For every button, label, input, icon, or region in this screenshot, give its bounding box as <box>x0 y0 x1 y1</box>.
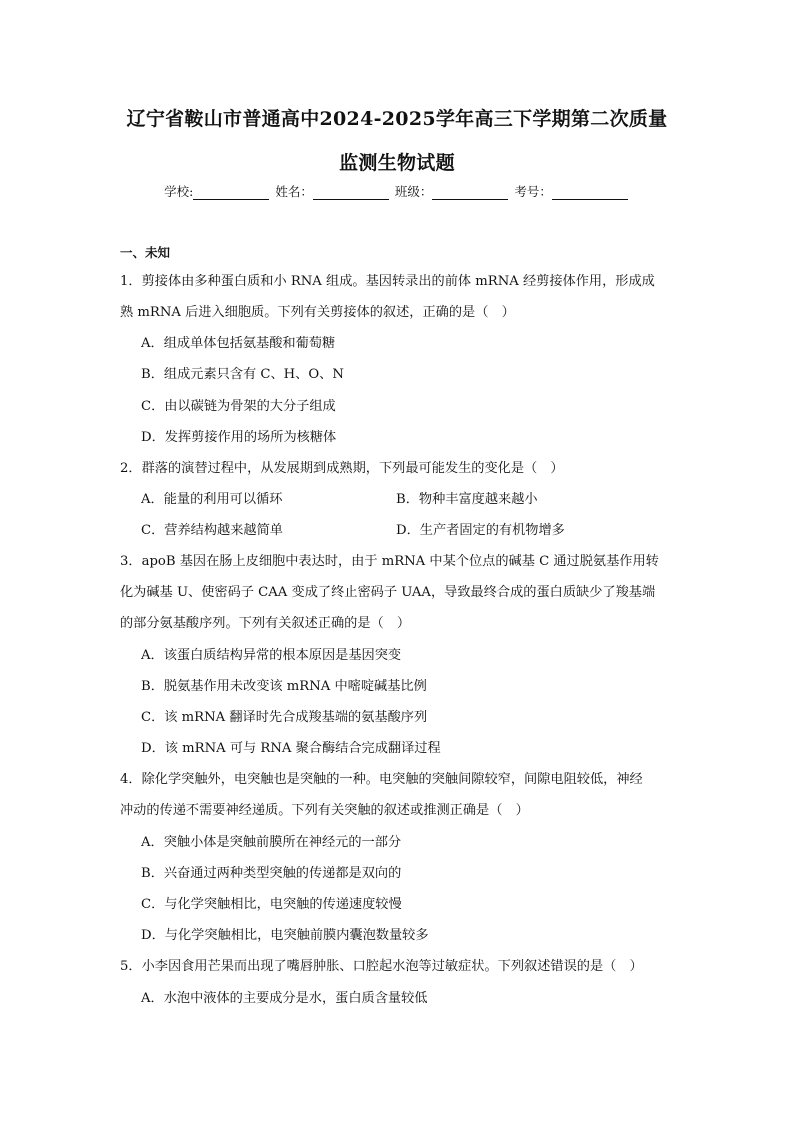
question-2-option-a: A．能量的利用可以循环 <box>141 492 283 507</box>
question-2-option-b: B．物种丰富度越来越小 <box>396 492 538 507</box>
exam-number-blank <box>552 186 628 200</box>
section-heading: 一、未知 <box>120 245 171 260</box>
question-2-option-d: D．生产者固定的有机物增多 <box>396 523 565 538</box>
exam-number-label: 考号： <box>514 184 552 199</box>
question-5-stem-line-1: 5．小李因食用芒果而出现了嘴唇肿胀、口腔起水泡等过敏症状。下列叙述错误的是（ ） <box>120 959 643 974</box>
student-info-row <box>0 182 794 200</box>
page-subtitle: 监测生物试题 <box>339 152 455 174</box>
class-blank <box>432 186 508 200</box>
exam-number-field <box>514 182 630 200</box>
question-4-option-c: C．与化学突触相比，电突触的传递速度较慢 <box>141 897 402 912</box>
question-4-option-d: D．与化学突触相比，电突触前膜内囊泡数量较多 <box>141 928 429 943</box>
name-label: 姓名： <box>275 184 313 199</box>
name-blank <box>313 186 389 200</box>
question-3-stem-line-2: 化为碱基 U、使密码子 CAA 变成了终止密码子 UAA，导致最终合成的蛋白质缺少了羧基端 <box>120 585 656 600</box>
question-4-option-a: A．突触小体是突触前膜所在神经元的一部分 <box>141 835 402 850</box>
question-1-option-d: D．发挥剪接作用的场所为核糖体 <box>141 430 337 445</box>
question-3-option-d: D．该 mRNA 可与 RNA 聚合酶结合完成翻译过程 <box>141 741 441 756</box>
page-title: 辽宁省鞍山市普通高中2024-2025学年高三下学期第二次质量 <box>126 108 668 130</box>
question-2-stem-line-1: 2．群落的演替过程中，从发展期到成熟期，下列最可能发生的变化是（ ） <box>120 461 564 476</box>
question-1-option-b: B．组成元素只含有 C、H、O、N <box>141 367 344 382</box>
question-3-option-a: A．该蛋白质结构异常的根本原因是基因突变 <box>141 648 402 663</box>
question-2-option-c: C．营养结构越来越简单 <box>141 523 283 538</box>
question-3-stem-line-1: 3．apoB 基因在肠上皮细胞中表达时，由于 mRNA 中某个位点的碱基 C 通过脱氨基作用转 <box>120 554 659 569</box>
question-4-option-b: B．兴奋通过两种类型突触的传递都是双向的 <box>141 866 402 881</box>
question-5-option-a: A．水泡中液体的主要成分是水，蛋白质含量较低 <box>141 991 428 1006</box>
school-field <box>164 182 271 200</box>
school-label: 学校: <box>164 184 194 199</box>
question-4-stem-line-1: 4．除化学突触外，电突触也是突触的一种。电突触的突触间隙较窄，间隙电阻较低，神经 <box>120 772 643 787</box>
question-1-stem-line-1: 1．剪接体由多种蛋白质和小 RNA 组成。基因转录出的前体 mRNA 经剪接体作用，形成成 <box>120 274 655 289</box>
class-field <box>395 182 511 200</box>
question-3-option-c: C．该 mRNA 翻译时先合成羧基端的氨基酸序列 <box>141 710 428 725</box>
class-label: 班级： <box>394 184 433 199</box>
question-3-stem-line-3: 的部分氨基酸序列。下列有关叙述正确的是（ ） <box>120 616 411 631</box>
name-field <box>275 182 391 200</box>
question-3-option-b: B．脱氨基作用未改变该 mRNA 中嘧啶碱基比例 <box>141 679 427 694</box>
question-1-option-c: C．由以碳链为骨架的大分子组成 <box>141 399 336 414</box>
question-1-stem-line-2: 熟 mRNA 后进入细胞质。下列有关剪接体的叙述，正确的是（ ） <box>120 305 515 320</box>
school-blank <box>193 186 269 200</box>
question-4-stem-line-2: 冲动的传递不需要神经递质。下列有关突触的叙述或推测正确是（ ） <box>120 803 529 818</box>
question-1-option-a: A．组成单体包括氨基酸和葡萄糖 <box>141 336 336 351</box>
